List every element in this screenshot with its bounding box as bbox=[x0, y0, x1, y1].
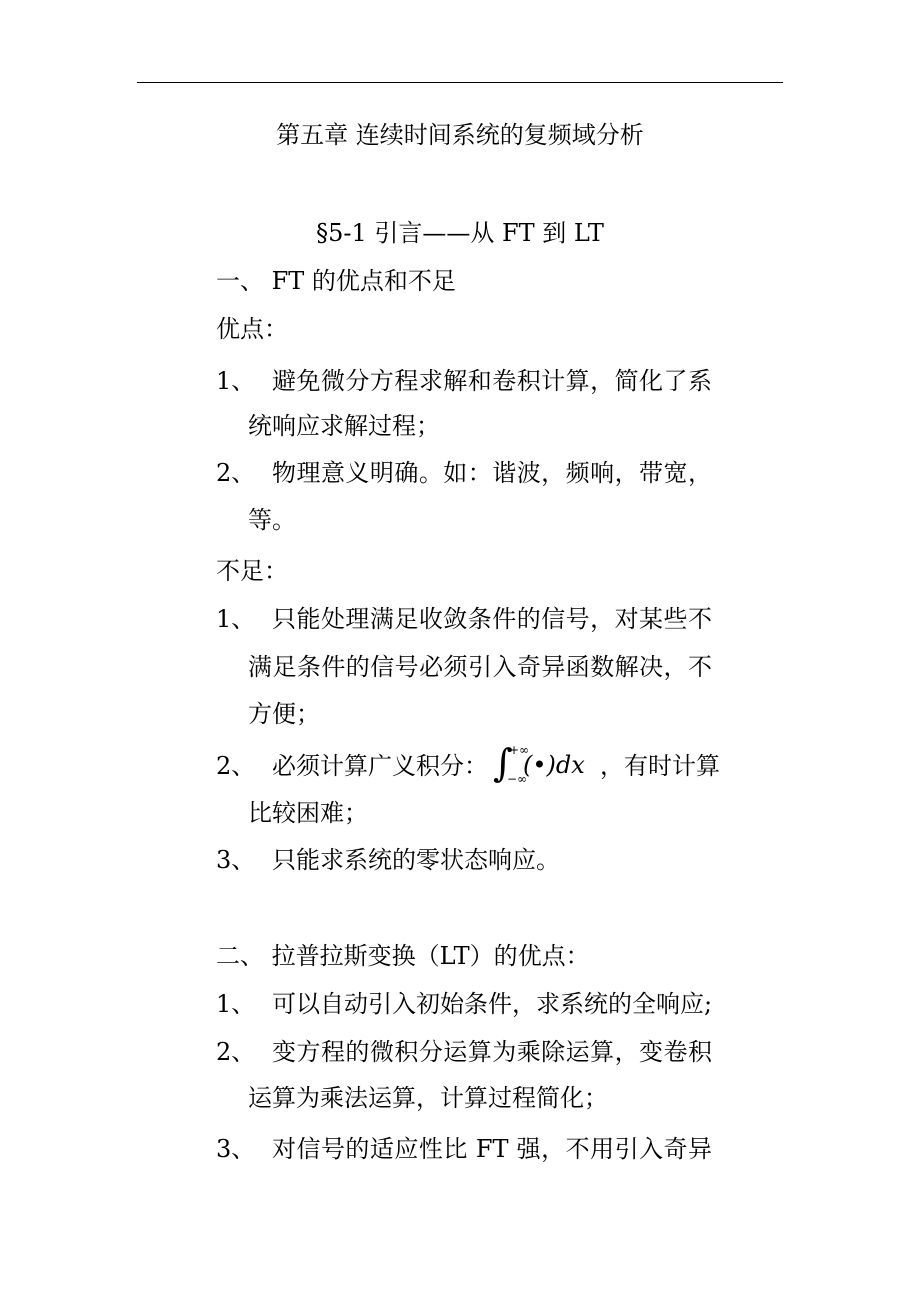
lt-item-3-line1: 对信号的适应性比 FT 强，不用引入奇异 bbox=[272, 1135, 712, 1163]
lt-item-3-number: 3、 bbox=[216, 1135, 256, 1163]
lt-item-2-line2: 运算为乘法运算，计算过程简化； bbox=[248, 1084, 608, 1112]
lt-item-1-line1: 可以自动引入初始条件，求系统的全响应; bbox=[272, 990, 713, 1018]
cons-1-line3: 方便； bbox=[248, 700, 320, 728]
section-title: §5-1 引言——从 FT 到 LT bbox=[316, 219, 604, 247]
cons-1-number: 1、 bbox=[216, 605, 256, 633]
integral-body: (•)dx bbox=[523, 751, 585, 779]
cons-label: 不足： bbox=[216, 557, 288, 585]
pros-2-line1: 物理意义明确。如：谐波，频响，带宽， bbox=[272, 459, 712, 487]
cons-2-number: 2、 bbox=[216, 752, 256, 780]
chapter-title: 第五章 连续时间系统的复频域分析 bbox=[276, 121, 644, 149]
pros-2-number: 2、 bbox=[216, 459, 256, 487]
cons-3-line1: 只能求系统的零状态响应。 bbox=[272, 846, 560, 874]
lt-item-1-number: 1、 bbox=[216, 990, 256, 1018]
header-rule bbox=[137, 82, 783, 83]
lt-item-2-line1: 变方程的微积分运算为乘除运算，变卷积 bbox=[272, 1038, 712, 1066]
pros-label: 优点： bbox=[216, 315, 288, 343]
cons-2-line2: 比较困难； bbox=[248, 799, 368, 827]
cons-2-line1-prefix: 必须计算广义积分： bbox=[272, 752, 488, 780]
part1-heading: 一、 FT 的优点和不足 bbox=[216, 267, 456, 295]
cons-2-line1-suffix: ，有时计算 bbox=[600, 752, 720, 780]
improper-integral-formula bbox=[493, 742, 613, 788]
cons-3-number: 3、 bbox=[216, 846, 256, 874]
integral-upper-limit: +∞ bbox=[509, 743, 530, 757]
cons-1-line1: 只能处理满足收敛条件的信号，对某些不 bbox=[272, 605, 712, 633]
integral-sign-icon: ∫ bbox=[493, 741, 513, 785]
pros-2-line2: 等。 bbox=[248, 506, 296, 534]
pros-1-number: 1、 bbox=[216, 367, 256, 395]
pros-1-line1: 避免微分方程求解和卷积计算，简化了系 bbox=[272, 367, 712, 395]
cons-1-line2: 满足条件的信号必须引入奇异函数解决，不 bbox=[248, 653, 712, 681]
part2-heading: 二、 拉普拉斯变换（LT）的优点： bbox=[216, 942, 590, 970]
pros-1-line2: 统响应求解过程； bbox=[248, 412, 440, 440]
lt-item-2-number: 2、 bbox=[216, 1038, 256, 1066]
integral-lower-limit: −∞ bbox=[507, 772, 528, 786]
